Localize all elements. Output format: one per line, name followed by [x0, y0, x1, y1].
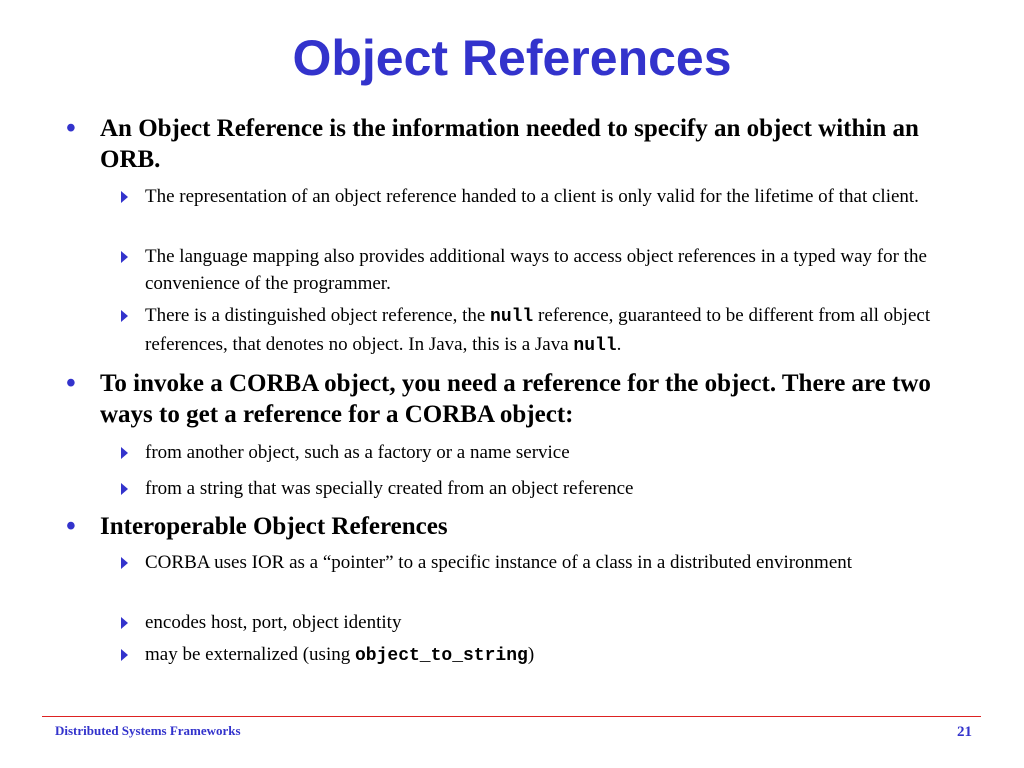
sub-bullet-text: from a string that was specially created from an object reference	[145, 478, 634, 499]
sub-bullet-text: The representation of an object reference handed to a client is only valid for the lifetime of that client.	[145, 186, 919, 207]
object-to-string-keyword: object_to_string	[354, 646, 528, 666]
sub-bullet-text: CORBA uses IOR as a “pointer” to a specific instance of a class in a distributed environment	[145, 552, 853, 573]
triangle-bullet-icon	[121, 447, 128, 459]
bullet-1-text: An Object Reference is the information needed to specify an object within an ORB.	[100, 115, 919, 173]
sub-bullet-text: encodes host, port, object identity	[145, 612, 402, 633]
sub-bullet-2-1	[145, 439, 965, 466]
round-bullet-icon: •	[66, 368, 76, 399]
triangle-bullet-icon	[121, 251, 128, 263]
sub-bullet-text: reference, guaranteed to be different from all object references, that denotes no object. In Java, this is a Java	[145, 305, 931, 355]
round-bullet-icon: •	[66, 511, 76, 542]
sub-bullet-1-2	[145, 243, 965, 297]
null-keyword: null	[490, 307, 534, 327]
sub-bullet-text: may be externalized (using	[145, 644, 355, 665]
sub-bullet-2-2	[145, 475, 965, 502]
null-keyword: null	[573, 336, 617, 356]
sub-bullet-text: .	[616, 334, 622, 355]
page-number: 21	[957, 724, 972, 740]
triangle-bullet-icon	[121, 649, 128, 661]
sub-bullet-1-1	[145, 183, 965, 210]
sub-bullet-text: There is a distinguished object reference, the	[145, 305, 491, 326]
footer-course-title: Distributed Systems Frameworks	[55, 723, 241, 738]
sub-bullet-3-3	[145, 641, 965, 670]
sub-bullet-3-1	[145, 549, 965, 576]
sub-bullet-text: The language mapping also provides additional ways to access object references in a typed way for the convenience of the programmer.	[145, 246, 927, 294]
triangle-bullet-icon	[121, 191, 128, 203]
triangle-bullet-icon	[121, 483, 128, 495]
sub-bullet-text: from another object, such as a factory or a name service	[145, 442, 570, 463]
triangle-bullet-icon	[121, 557, 128, 569]
sub-bullet-text: )	[527, 644, 535, 665]
round-bullet-icon: •	[66, 113, 76, 144]
triangle-bullet-icon	[121, 617, 128, 629]
bullet-2-text: To invoke a CORBA object, you need a reference for the object. There are two ways to get a reference for a CORBA object:	[100, 370, 931, 428]
bullet-3-text: Interoperable Object References	[100, 513, 448, 540]
slide-title: Object References	[292, 30, 732, 86]
footer-divider	[42, 716, 981, 717]
sub-bullet-1-3	[145, 302, 965, 360]
bullet-1	[66, 113, 960, 175]
bullet-3	[66, 511, 960, 542]
bullet-2	[66, 368, 960, 430]
sub-bullet-3-2	[145, 609, 965, 636]
triangle-bullet-icon	[121, 310, 128, 322]
